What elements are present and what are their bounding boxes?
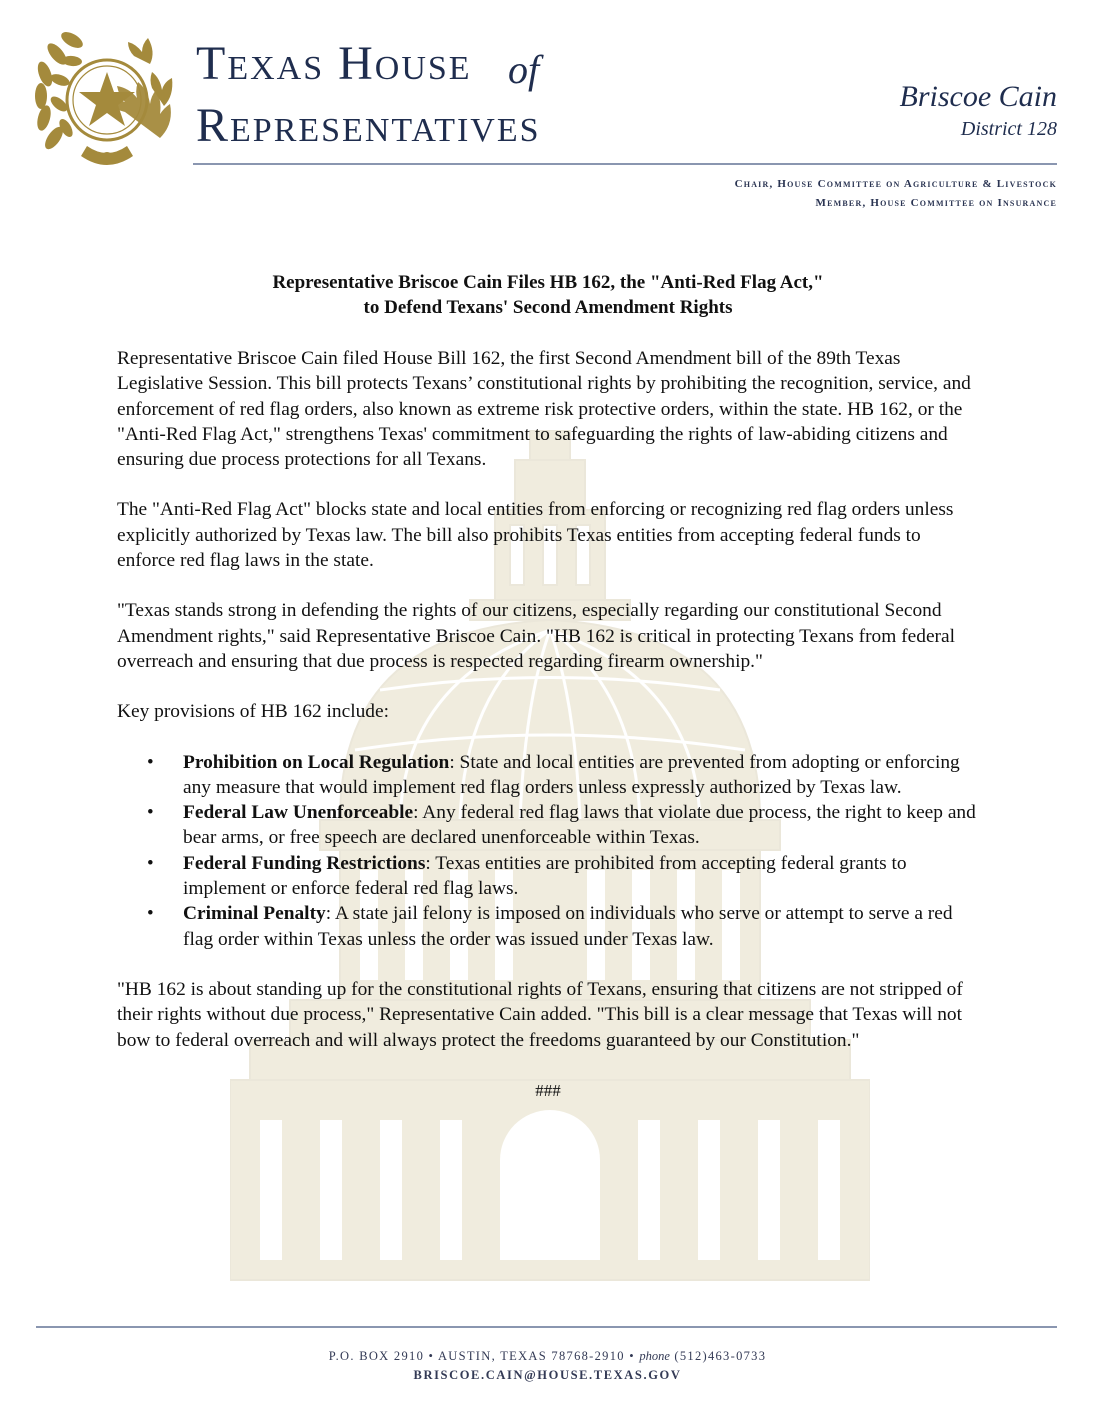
quote-paragraph: "Texas stands strong in defending the rights of our citizens, especially regarding our constitutional Second Amendment rights," said Representative Briscoe Cain. "HB 162 is critical in protecting Texans from federal overreach and ensuring that due process is respected regarding firearm ownership." [117, 600, 956, 672]
headline-line-1: Representative Briscoe Cain Files HB 162, the "Anti-Red Flag Act," [272, 272, 824, 293]
provision-title: Federal Funding Restrictions [183, 852, 426, 874]
provision-text: : Texas entities are prohibited from accepting federal grants to implement or enforce federal red flag laws. [183, 852, 907, 900]
press-release-headline [117, 270, 979, 320]
committee-member: Member, House Committee on Insurance [815, 197, 1057, 209]
intro-paragraph: Representative Briscoe Cain filed House Bill 162, the first Second Amendment bill of the 89th Texas Legislative Session. This bill protects Texans’ constitutional rights by prohibiting the recognition, service, and enforcement of red flag orders, also known as extreme risk protective orders, within the state. HB 162, or the "Anti-Red Flag Act," strengthens Texas' commitment to safeguarding the rights of law-abiding citizens and ensuring due process protections for all Texans. [117, 348, 971, 471]
act-summary-paragraph: The "Anti-Red Flag Act" blocks state and local entities from enforcing or recognizing red flag orders unless explicitly authorized by Texas law. The bill also prohibits Texas entities from accepting federal funds to enforce red flag laws in the state. [117, 499, 954, 572]
committee-chair: Chair, House Committee on Agriculture & Livestock [734, 178, 1057, 190]
provision-text: : State and local entities are prevented from adopting or enforcing any measure that would implement red flag orders unless expressly authorized by Texas law. [183, 751, 960, 798]
end-mark: ### [535, 1080, 561, 1100]
header-divider [193, 163, 1057, 165]
email-address[interactable]: BRISCOE.CAIN@HOUSE.TEXAS.GOV [413, 1368, 682, 1382]
footer-address [0, 1349, 1095, 1364]
list-item [183, 901, 979, 952]
provision-title: Prohibition on Local Regulation [183, 751, 450, 773]
footer-divider [36, 1326, 1057, 1328]
mailing-address: P.O. BOX 2910 • AUSTIN, TEXAS 78768-2910 • [328, 1349, 635, 1363]
provision-title: Federal Law Unenforceable [183, 802, 414, 824]
representative-name: Briscoe Cain [899, 80, 1057, 113]
list-item [183, 750, 979, 801]
press-release-body [117, 270, 979, 1103]
olive-branch-icon [35, 29, 86, 152]
list-item [183, 851, 979, 902]
headline-line-2: to Defend Texans' Second Amendment Rights [363, 297, 733, 318]
district-label: District 128 [960, 118, 1057, 140]
title-line-2: Representatives [196, 99, 541, 152]
phone-number: (512)463-0733 [674, 1349, 767, 1363]
provisions-intro: Key provisions of HB 162 include: [117, 701, 389, 723]
title-line-1: Texas House [196, 37, 472, 90]
provisions-list [117, 750, 979, 952]
provision-text: : A state jail felony is imposed on individuals who serve or attempt to serve a red flag order within Texas unless the order was issued under Texas law. [183, 903, 953, 950]
provision-text: : Any federal red flag laws that violate due process, the right to keep and bear arms, or free speech are declared unenforceable within Texas. [183, 802, 976, 849]
provision-title: Criminal Penalty [183, 903, 326, 925]
title-of: of [508, 47, 540, 92]
phone-label: phone [639, 1349, 670, 1363]
closing-quote-paragraph: "HB 162 is about standing up for the constitutional rights of Texans, ensuring that citizens are not stripped of their rights without due process," Representative Cain added. "This bill is a clear message that Texas will not bow to federal overreach and will always protect the freedoms guaranteed by our Constitution." [117, 978, 963, 1051]
list-item [183, 800, 979, 851]
state-seal-logo [32, 28, 182, 174]
